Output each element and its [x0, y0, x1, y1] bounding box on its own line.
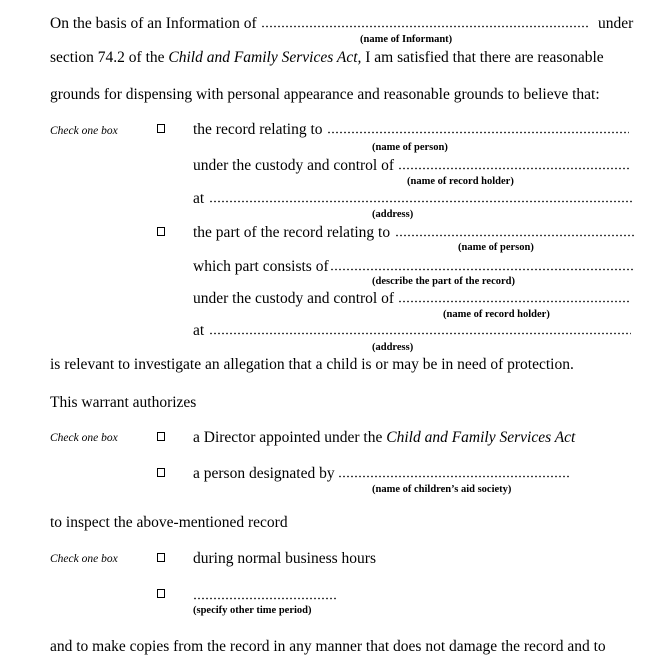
designated-text: a person designated by [193, 465, 335, 482]
which-part-text: which part consists of [193, 258, 329, 275]
describe-part-caption: (describe the part of the record) [372, 276, 515, 287]
describe-part-blank[interactable] [330, 268, 633, 271]
record-relating-text: the record relating to [193, 121, 323, 138]
address-blank[interactable] [209, 200, 634, 203]
record-checkbox[interactable] [157, 124, 165, 133]
informant-blank[interactable] [261, 25, 589, 28]
childrens-aid-society-caption: (name of children’s aid society) [372, 484, 512, 495]
check-one-box-label: Check one box [50, 432, 118, 444]
record-person-blank[interactable] [327, 131, 629, 134]
part-relating-text: the part of the record relating to [193, 224, 391, 241]
under-text: under [598, 15, 634, 32]
business-hours-text: during normal business hours [193, 550, 376, 567]
part-record-checkbox[interactable] [157, 227, 165, 236]
other-time-caption: (specify other time period) [193, 605, 312, 616]
at-text: at [193, 190, 205, 207]
part-record-holder-caption: (name of record holder) [443, 309, 550, 320]
act-name: Child and Family Services Act, [168, 49, 362, 66]
director-act: Child and Family Services Act [386, 429, 576, 446]
director-pre: a Director appointed under the [193, 429, 383, 446]
address-caption: (address) [372, 209, 414, 220]
warrant-authorizes-text: This warrant authorizes [50, 394, 197, 411]
informant-caption: (name of Informant) [360, 34, 453, 45]
grounds-text: grounds for dispensing with personal appearance and reasonable grounds to believe that: [50, 86, 600, 103]
relevant-text: is relevant to investigate an allegation that a child is or may be in need of protection. [50, 356, 574, 373]
other-time-checkbox[interactable] [157, 589, 165, 598]
record-person-caption: (name of person) [372, 142, 448, 153]
business-hours-checkbox[interactable] [157, 553, 165, 562]
director-text [193, 430, 575, 446]
designated-checkbox[interactable] [157, 468, 165, 477]
director-checkbox[interactable] [157, 432, 165, 441]
part-custody-text: under the custody and control of [193, 290, 395, 307]
check-one-box-label: Check one box [50, 125, 118, 137]
section-line [50, 50, 604, 66]
part-record-holder-blank[interactable] [398, 300, 630, 303]
section-pre: section 74.2 of the [50, 49, 165, 66]
section-post: I am satisfied that there are reasonable [365, 49, 604, 66]
part-address-blank[interactable] [209, 332, 631, 335]
part-person-blank[interactable] [395, 234, 634, 237]
inspect-text: to inspect the above-mentioned record [50, 514, 288, 531]
record-holder-blank[interactable] [398, 167, 630, 170]
part-at-text: at [193, 322, 205, 339]
intro-text: On the basis of an Information of [50, 15, 257, 32]
other-time-blank[interactable] [193, 597, 337, 600]
part-address-caption: (address) [372, 342, 414, 353]
part-person-caption: (name of person) [458, 242, 534, 253]
check-one-box-label: Check one box [50, 553, 118, 565]
childrens-aid-society-blank[interactable] [338, 475, 570, 478]
record-holder-caption: (name of record holder) [407, 176, 514, 187]
custody-text: under the custody and control of [193, 157, 395, 174]
copies-text: and to make copies from the record in any manner that does not damage the record and to [50, 638, 606, 655]
